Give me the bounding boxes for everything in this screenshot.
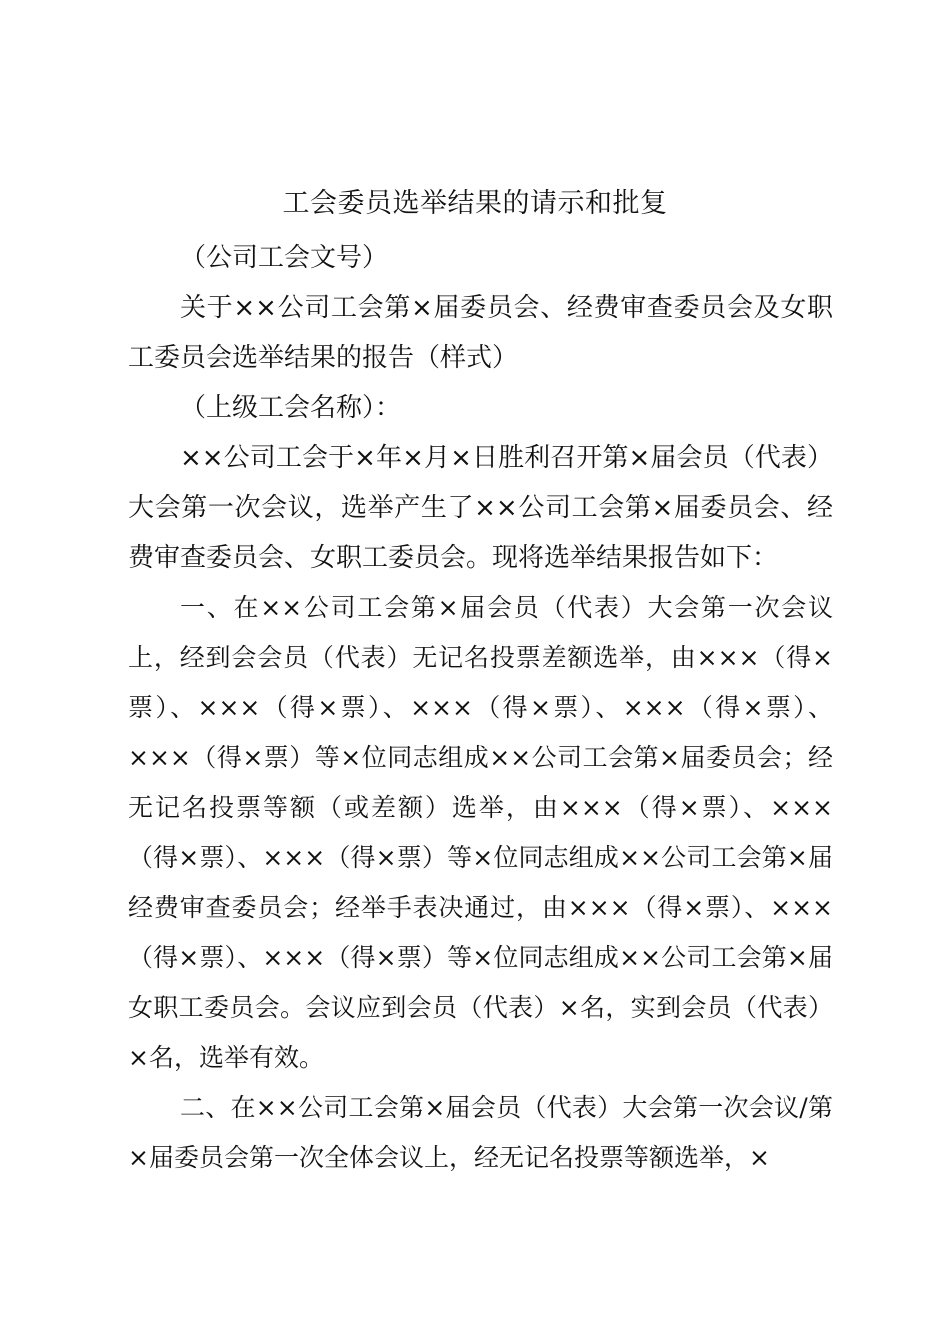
report-subject: 关于××公司工会第×届委员会、经费审查委员会及女职工委员会选举结果的报告（样式） <box>128 293 833 373</box>
intro-paragraph: ××公司工会于×年×月×日胜利召开第×届会员（代表）大会第一次会议，选举产生了××公司工会第×届委员会、经费审查委员会、女职工委员会。现将选举结果报告如下： <box>128 443 833 573</box>
document-body <box>128 233 833 1183</box>
document-number: （公司工会文号） <box>180 243 389 273</box>
recipient-line: （上级工会名称）： <box>180 393 402 423</box>
document-title: 工会委员选举结果的请示和批复 <box>282 188 668 219</box>
section-two-paragraph: 二、在××公司工会第×届会员（代表）大会第一次会议/第×届委员会第一次全体会议上，经无记名投票等额选举，× <box>128 1093 833 1172</box>
section-one-paragraph: 一、在××公司工会第×届会员（代表）大会第一次会议上，经到会会员（代表）无记名投票差额选举，由×××（得×票）、×××（得×票）、×××（得×票）、×××（得×票）、×××（得×票）等×位同志组成××公司工会第×届委员会；经无记名投票等额（或差额）选举，由×××（得×票）、×××（得×票）、×××（得×票）等×位同志组成××公司工会第×届经费审查委员会；经举手表决通过，由×××（得×票）、×××（得×票）、×××（得×票）等×位同志组成××公司工会第×届女职工委员会。会议应到会员（代表）×名，实到会员（代表）×名，选举有效。 <box>128 593 833 1072</box>
